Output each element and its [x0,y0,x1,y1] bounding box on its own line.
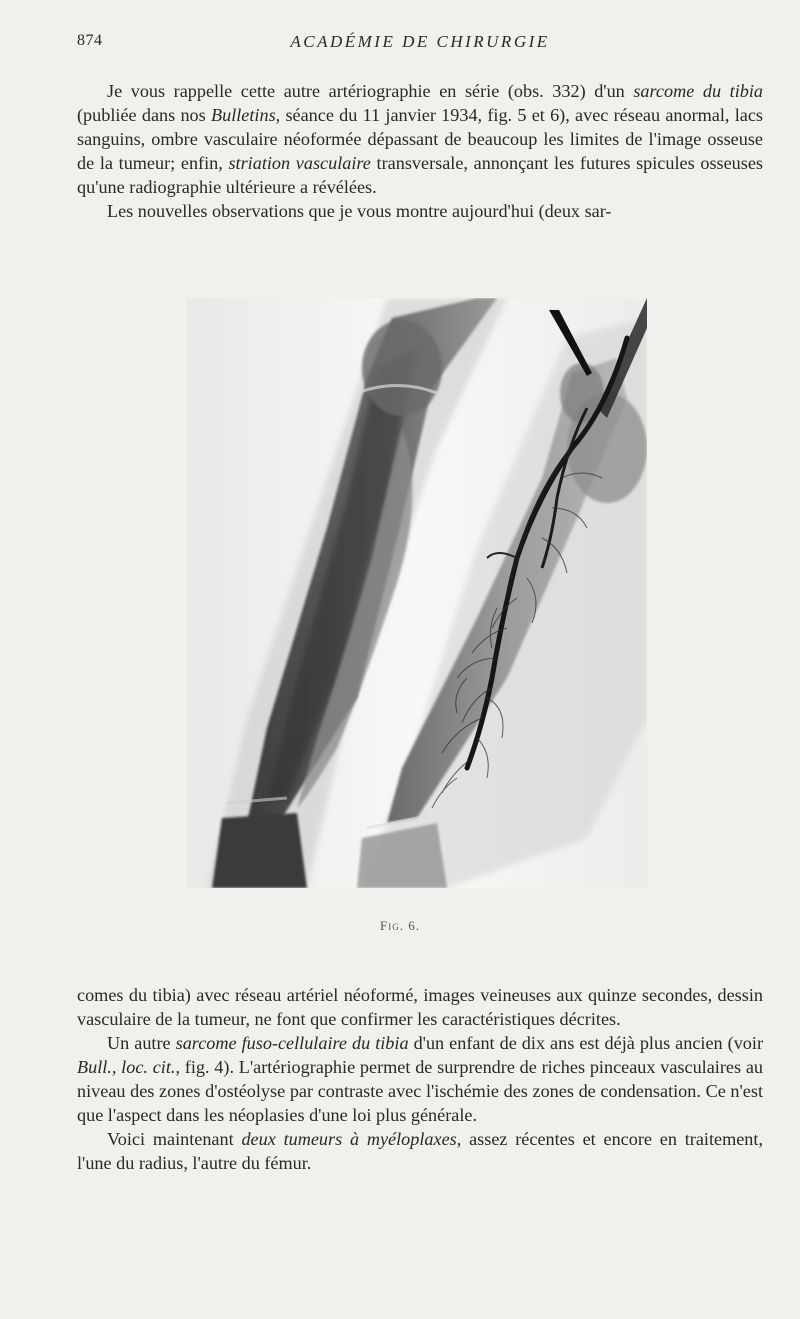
figure-radiograph [187,298,647,888]
text-block-bottom [77,983,763,1175]
term-tumeurs-myeloplaxes: deux tumeurs à myéloplaxes [241,1129,457,1149]
running-head [77,32,763,56]
figure-caption: Fig. 6. [380,918,420,933]
paragraph-continuation: comes du tibia) avec réseau artériel néoformé, images veineuses aux quinze secondes, dessin vasculaire de la tumeur, ne font que confirmer les caractéristiques décrites. [77,985,763,1029]
page-number: 874 [77,32,103,49]
running-title: ACADÉMIE DE CHIRURGIE [290,32,550,51]
term-bulletins: Bulletins [210,105,276,125]
text-block-top [77,79,763,223]
radiograph-image [187,298,647,888]
term-striation-vasculaire: striation vasculaire [228,153,371,173]
term-sarcome-tibia: sarcome du tibia [633,81,763,101]
term-sarcome-fuso-cellulaire: sarcome fuso-cellulaire du tibia [175,1033,409,1053]
term-bull-loc-cit: Bull., loc. cit. [77,1057,176,1077]
left-ankle [212,813,307,888]
paragraph-fuso-cellulaire: Un autre sarcome fuso-cellulaire du tibia d'un enfant de dix ans est déjà plus ancien (voir Bull., loc. cit., fig. 4). L'artériographie permet de surprendre de riches pinceaux vasculaires au niveau des zones d'ostéolyse par contraste avec l'ischémie des zones de condensation. Ce n'est que l'aspect dans les néoplasies d'une loi plus générale. [77,1033,764,1125]
paragraph-new-observations: Les nouvelles observations que je vous montre aujourd'hui (deux sar- [107,201,612,221]
left-knee-joint [362,320,442,416]
paragraph-myeloplaxes: Voici maintenant deux tumeurs à myéloplaxes, assez récentes et encore en traitement, l'une du radius, l'autre du fémur. [77,1129,763,1173]
paragraph-arteriography: Je vous rappelle cette autre artériographie en série (obs. 332) d'un sarcome du tibia (publiée dans nos Bulletins, séance du 11 janvier 1934, fig. 5 et 6), avec réseau anormal, lacs sanguins, ombre vasculaire néoformée dépassant de beaucoup les limites de l'image osseuse de la tumeur; enfin, striation vasculaire transversale, annonçant les futures spicules osseuses qu'une radiographie ultérieure a révélées. [77,81,763,197]
